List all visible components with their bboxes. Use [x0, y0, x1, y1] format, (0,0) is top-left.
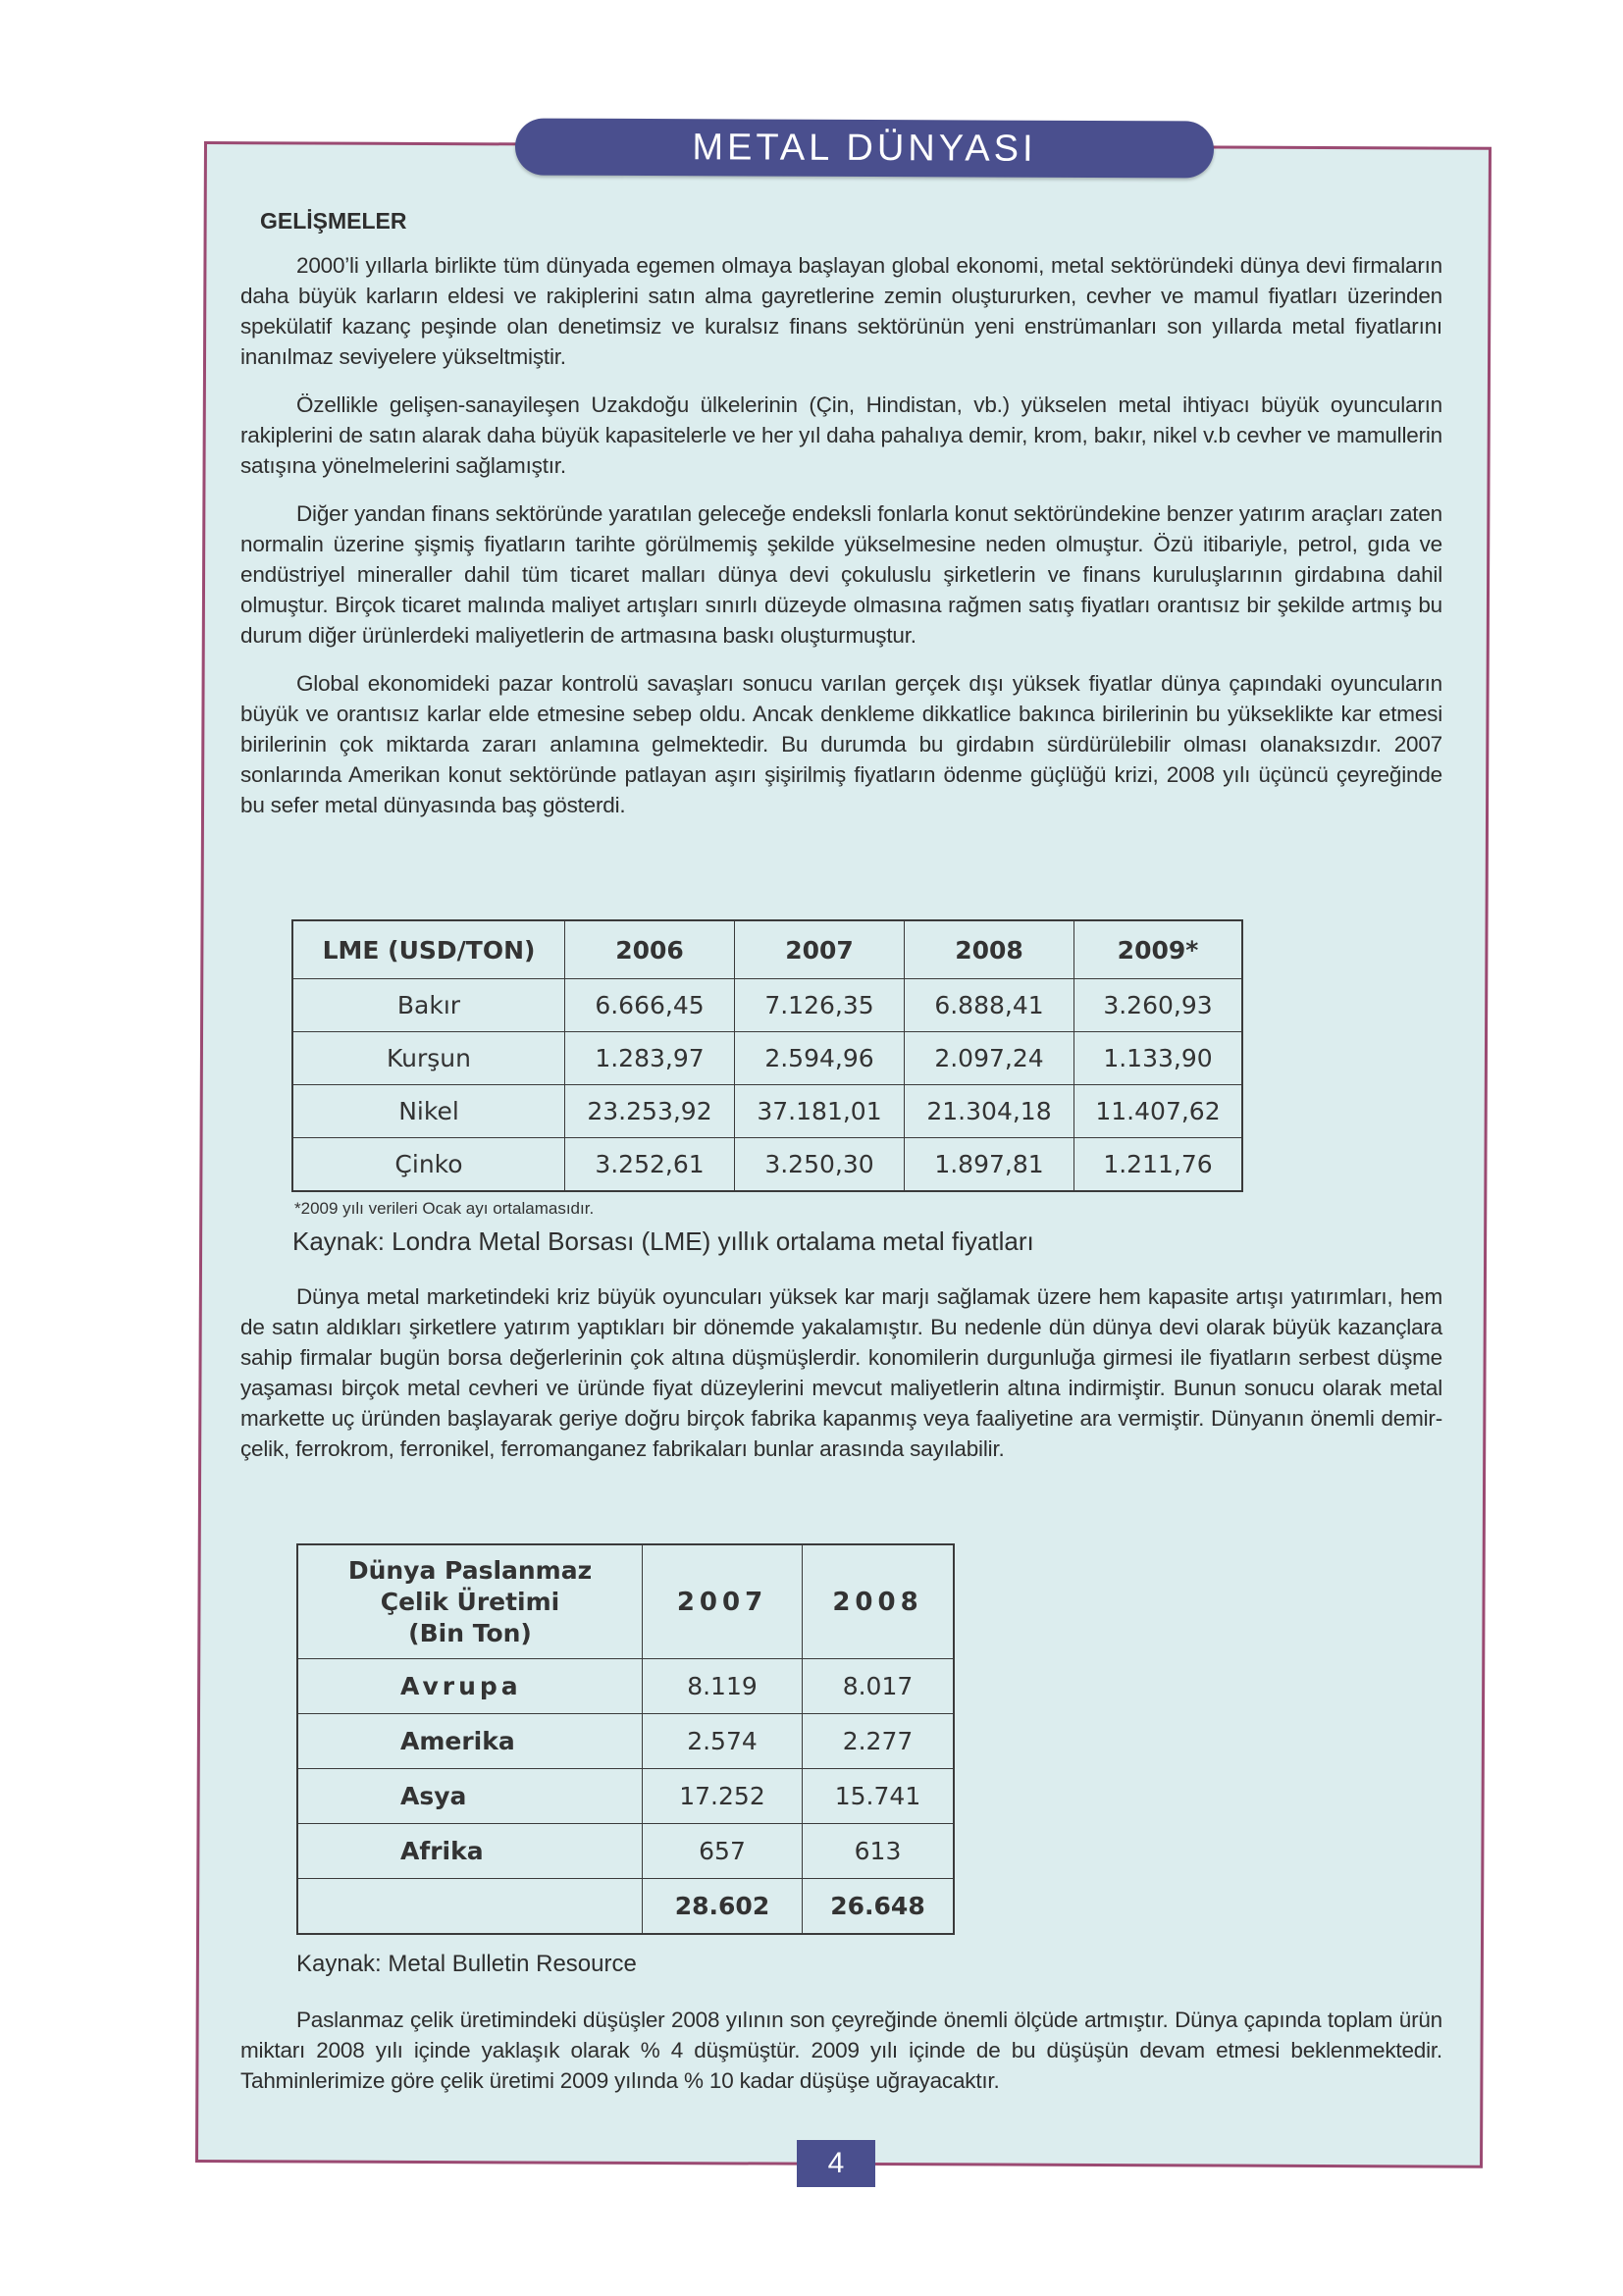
closing-article	[240, 2005, 1442, 2113]
price-cell: 3.250,30	[735, 1138, 905, 1192]
price-cell: 11.407,62	[1074, 1085, 1243, 1138]
column-header: 2006	[565, 920, 735, 979]
price-cell: 2.594,96	[735, 1032, 905, 1085]
region-name: Afrika	[297, 1824, 643, 1879]
table-row	[297, 1659, 954, 1714]
price-cell: 1.897,81	[905, 1138, 1074, 1192]
metal-name: Bakır	[292, 979, 565, 1032]
table-total-row	[297, 1879, 954, 1935]
header-line: Dünya Paslanmaz	[347, 1555, 593, 1585]
metal-name: Kurşun	[292, 1032, 565, 1085]
region-name: Amerika	[297, 1714, 643, 1769]
paragraph: Dünya metal marketindeki kriz büyük oyuncuları yüksek kar marjı sağlamak üzere hem kapasite artışı yatırımları, hem de satın aldıkları şirketlere yatırım yaptıkları bir dönemde yakalamıştır. Bu nedenle dün dünya devi olarak büyük kazançlara sahip firmalar bugün borsa değerlerinin çok altına düşmüşlerdir. konomilerin durgunluğa girmesi ile fiyatların serbest düşme yaşaması birçok metal cevheri ve üründe fiyat düzeylerini mevcut maliyetlerin altına indirmiştir. Bunun sonucu olarak metal markette uç üründen başlayarak geriye doğru birçok fabrika kapanmış veya faaliyetine ara vermiştir. Dünyanın önemli demir-çelik, ferrokrom, ferronikel, ferromanganez fabrikaları bunlar arasında sayılabilir.	[240, 1284, 1442, 1461]
table-title-header	[297, 1544, 643, 1659]
column-header: LME (USD/TON)	[292, 920, 565, 979]
production-cell: 657	[643, 1824, 803, 1879]
table-footnote: *2009 yılı verileri Ocak ayı ortalamasıdır.	[294, 1199, 595, 1218]
production-cell: 8.119	[643, 1659, 803, 1714]
production-cell: 613	[803, 1824, 955, 1879]
column-header: 2007	[735, 920, 905, 979]
page-number: 4	[797, 2140, 875, 2187]
header-line: Çelik Üretimi	[380, 1587, 560, 1616]
table-row	[297, 1769, 954, 1824]
column-header: 2007	[643, 1544, 803, 1659]
header-banner	[515, 118, 1214, 178]
table-header-row	[297, 1544, 954, 1659]
price-cell: 37.181,01	[735, 1085, 905, 1138]
price-cell: 1.283,97	[565, 1032, 735, 1085]
table-row	[297, 1714, 954, 1769]
production-cell: 17.252	[643, 1769, 803, 1824]
region-name: Avrupa	[297, 1659, 643, 1714]
price-cell: 7.126,35	[735, 979, 905, 1032]
price-cell: 6.888,41	[905, 979, 1074, 1032]
price-cell: 3.252,61	[565, 1138, 735, 1192]
section-heading: GELİŞMELER	[260, 208, 407, 234]
production-cell: 2.574	[643, 1714, 803, 1769]
stainless-steel-production-table	[296, 1543, 955, 1935]
price-cell: 2.097,24	[905, 1032, 1074, 1085]
production-cell: 2.277	[803, 1714, 955, 1769]
table-header-row	[292, 920, 1242, 979]
price-cell: 23.253,92	[565, 1085, 735, 1138]
production-cell: 8.017	[803, 1659, 955, 1714]
table-row	[292, 1138, 1242, 1192]
paragraph: Diğer yandan finans sektöründe yaratılan geleceğe endeksli fonlarla konut sektöründekine benzer yatırım araçları zaten normalin üzerine şişmiş fiyatların tarihte görülmemiş şekilde yükselmesine neden olmuştur. Özü itibariyle, petrol, gıda ve endüstriyel mineraller dahil tüm ticaret malları dünya devi çokuluslu şirketlerin ve finans kuruluşlarının girdabına dahil olmuştur. Birçok ticaret malında maliyet artışları sınırlı düzeyde olmasına rağmen satış fiyatları orantısız bir şekilde artmış bu durum diğer ürünlerdeki maliyetlerin de artmasına baskı oluşturmuştur.	[240, 501, 1442, 648]
paragraph: Global ekonomideki pazar kontrolü savaşları sonucu varılan gerçek dışı yüksek fiyatlar dünya çapındaki oyuncuların büyük ve orantısız karlar elde etmesine sebep oldu. Ancak denkleme dikkatlice bakınca birilerinin bu yükseklikte kar etmesi birilerinin çok miktarda zararı anlamına gelmektedir. Bu durumda bu girdabın sürdürülebilir olması olanaksızdır. 2007 sonlarında Amerikan konut sektöründe patlayan aşırı şişirilmiş fiyatların ödenme güçlüğü krizi, 2008 yılı üçüncü çeyreğinde bu sefer metal dünyasında baş gösterdi.	[240, 671, 1442, 817]
total-label	[297, 1879, 643, 1935]
column-header: 2009*	[1074, 920, 1243, 979]
price-cell: 6.666,45	[565, 979, 735, 1032]
metal-name: Nikel	[292, 1085, 565, 1138]
table-source: Kaynak: Metal Bulletin Resource	[296, 1951, 637, 1977]
table-row	[292, 1085, 1242, 1138]
table-source: Kaynak: Londra Metal Borsası (LME) yıllık ortalama metal fiyatları	[292, 1226, 1034, 1256]
header-line: (Bin Ton)	[408, 1618, 532, 1647]
production-cell: 15.741	[803, 1769, 955, 1824]
table-row	[297, 1824, 954, 1879]
metal-name: Çinko	[292, 1138, 565, 1192]
table-row	[292, 1032, 1242, 1085]
table-row	[292, 979, 1242, 1032]
lme-price-table	[291, 919, 1243, 1192]
region-name: Asya	[297, 1769, 643, 1824]
column-header: 2008	[905, 920, 1074, 979]
paragraph: Özellikle gelişen-sanayileşen Uzakdoğu ülkelerinin (Çin, Hindistan, vb.) yükselen metal ihtiyacı büyük oyuncuların rakiplerini de satın alarak daha büyük kapasitelerle ve her yıl daha pahalıya demir, krom, bakır, nikel v.b cevher ve mamullerin satışına yönelmelerini sağlamıştır.	[240, 392, 1442, 478]
total-cell: 28.602	[643, 1879, 803, 1935]
paragraph: Paslanmaz çelik üretimindeki düşüşler 2008 yılının son çeyreğinde önemli ölçüde artmıştır. Dünya çapında toplam ürün miktarı 2008 yılı içinde yaklaşık olarak % 4 düşmüştür. 2009 yılı içinde de bu düşüşün devam etmesi beklenmektedir. Tahminlerimize göre çelik üretimi 2009 yılında % 10 kadar düşüşe uğrayacaktır.	[240, 2008, 1442, 2093]
column-header: 2008	[803, 1544, 955, 1659]
middle-article	[240, 1281, 1442, 1482]
page-header-title: METAL DÜNYASI	[692, 126, 1037, 170]
total-cell: 26.648	[803, 1879, 955, 1935]
price-cell: 1.211,76	[1074, 1138, 1243, 1192]
price-cell: 21.304,18	[905, 1085, 1074, 1138]
price-cell: 3.260,93	[1074, 979, 1243, 1032]
paragraph: 2000’li yıllarla birlikte tüm dünyada egemen olmaya başlayan global ekonomi, metal sektöründeki dünya devi firmaların daha büyük karların eldesi ve rakiplerini satın alma gayretlerine zemin oluştururken, cevher ve mamul fiyatları üzerinden spekülatif kazanç peşinde olan denetimsiz ve kuralsız finans sektörünün yeni enstrümanları son yıllarda metal fiyatlarını inanılmaz seviyelere yükseltmiştir.	[240, 253, 1442, 369]
price-cell: 1.133,90	[1074, 1032, 1243, 1085]
main-article	[240, 196, 1442, 838]
